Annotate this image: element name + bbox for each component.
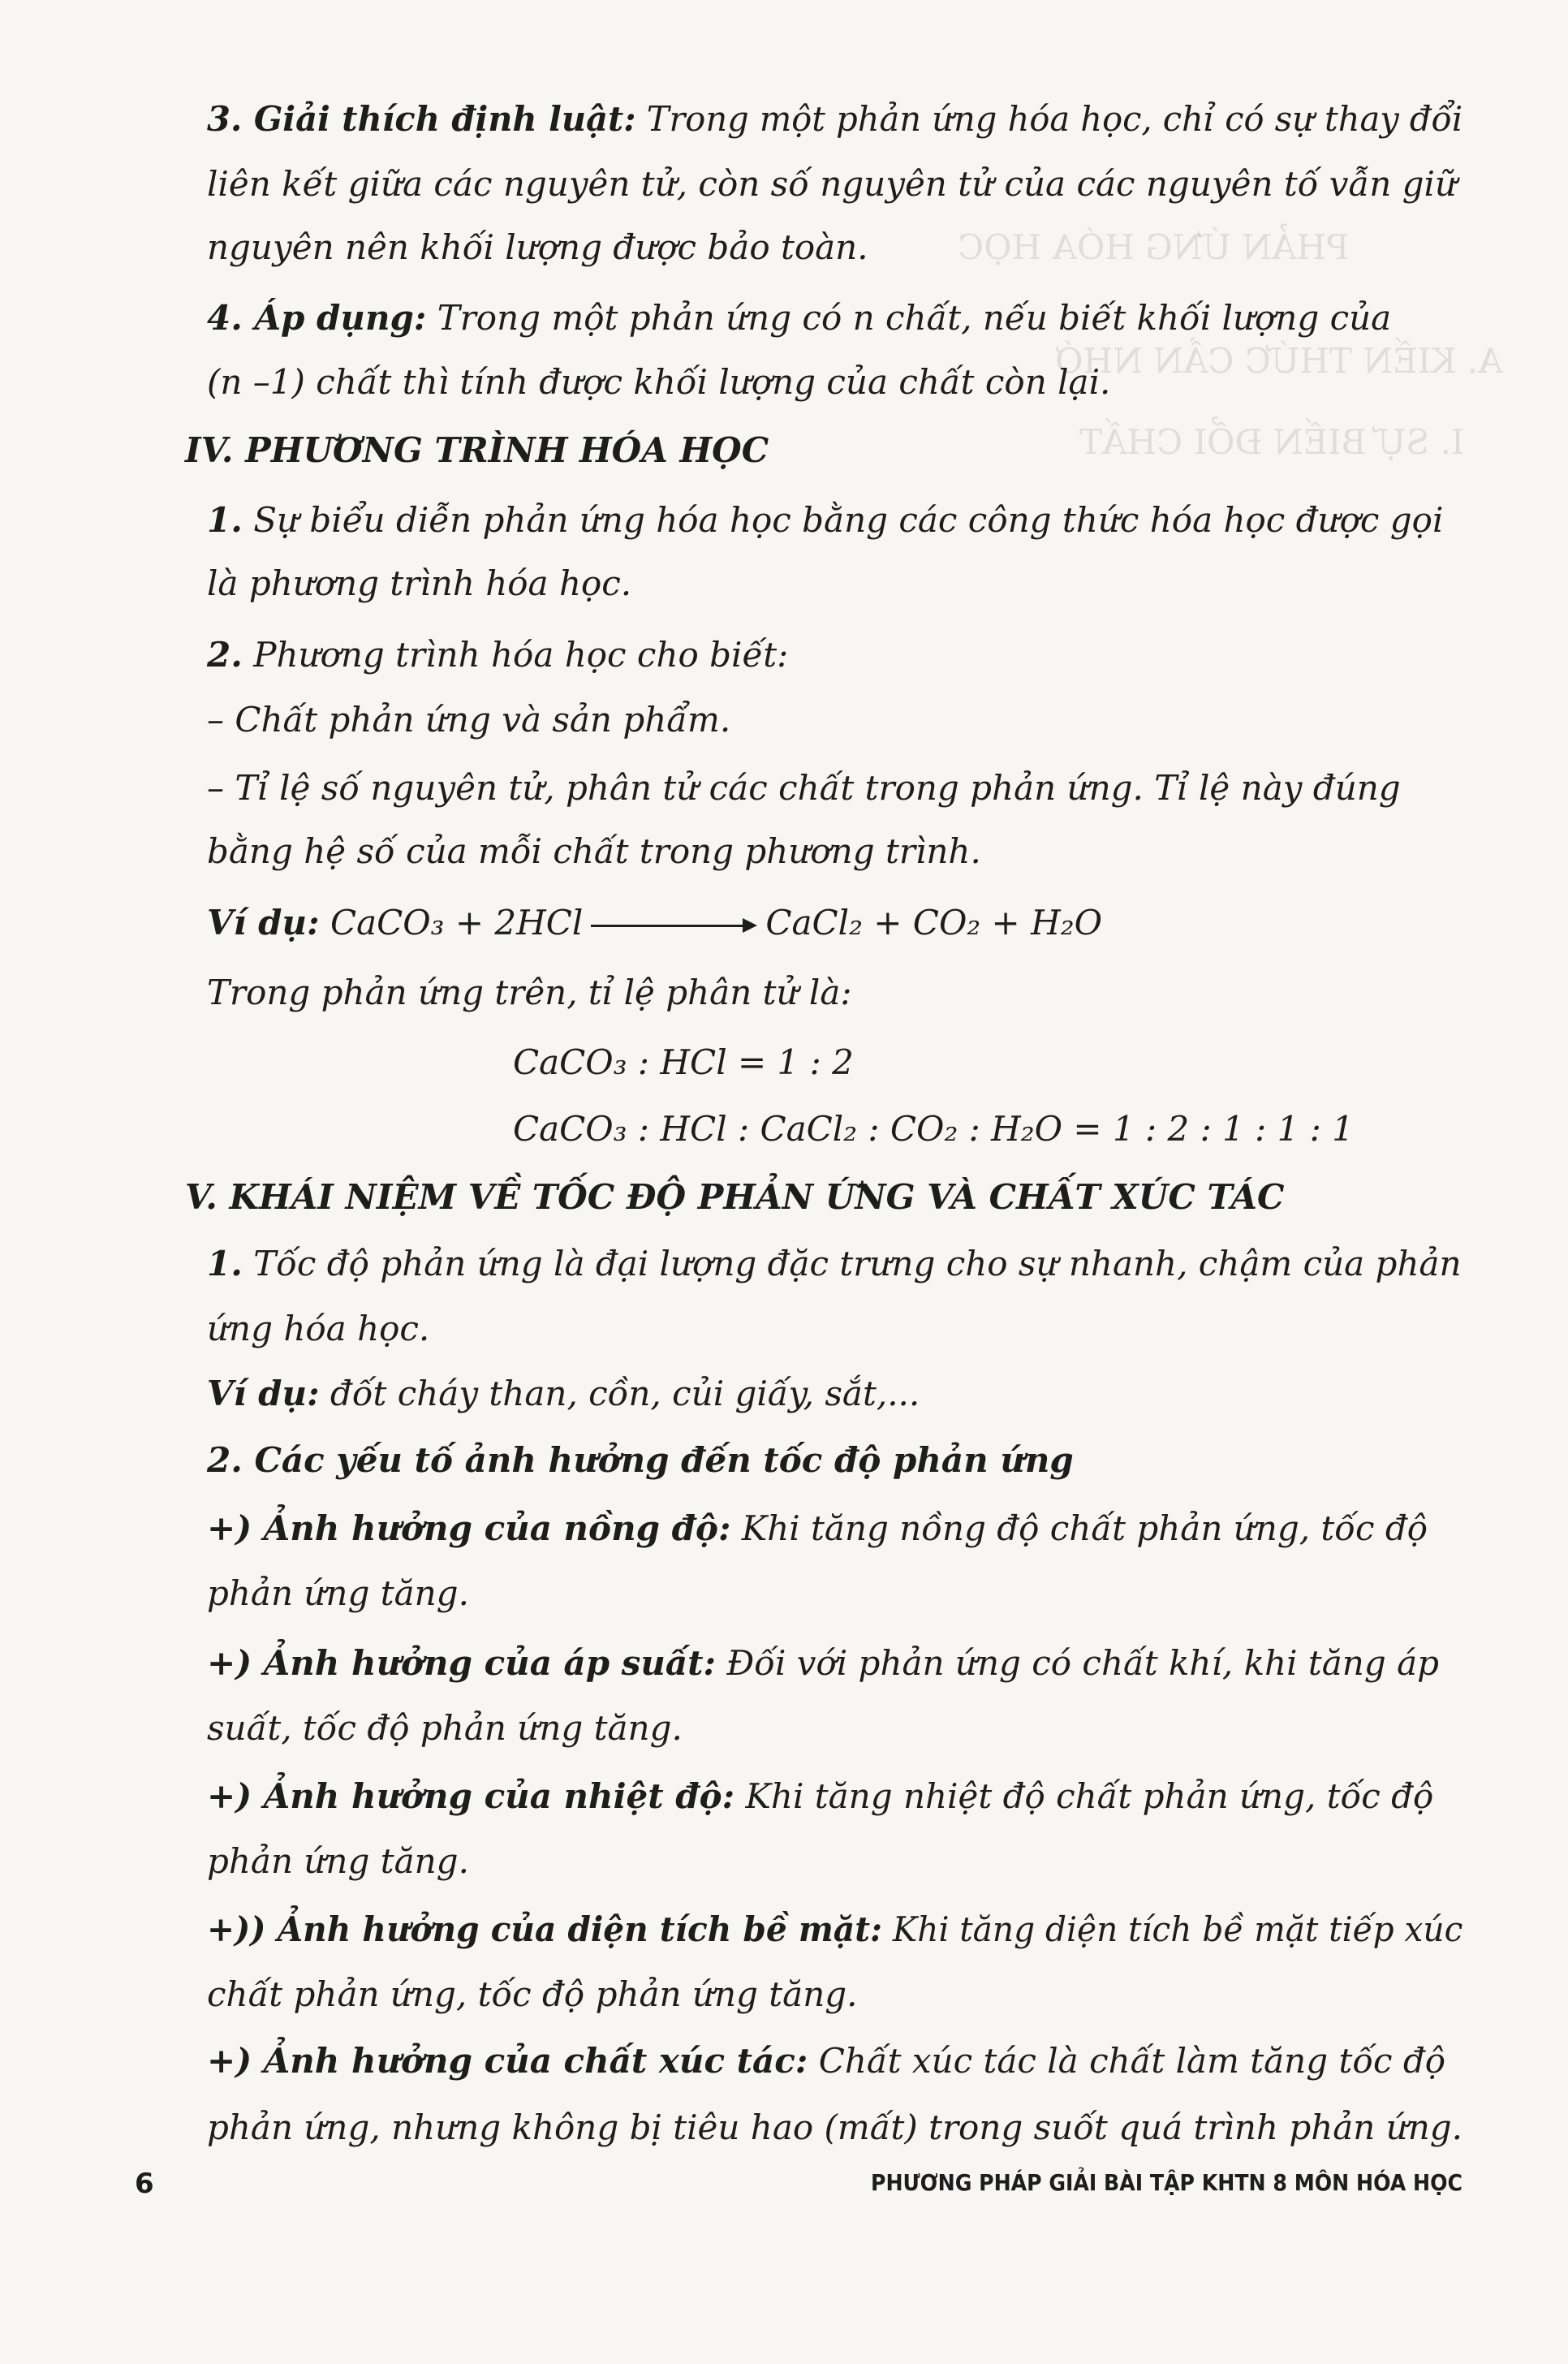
- text-line: [207, 296, 1391, 340]
- text-line: [207, 226, 868, 270]
- bold-text: 4. Áp dụng:: [207, 298, 427, 338]
- text-line: [207, 971, 852, 1015]
- ratio-line-1: CaCO₃ : HCl = 1 : 2: [513, 1042, 854, 1082]
- bold-text: V. KHÁI NIỆM VỀ TỐC ĐỘ PHẢN ỨNG VÀ CHẤT XÚC TÁC: [185, 1177, 1285, 1217]
- bold-text: +) Ảnh hưởng của chất xúc tác:: [207, 2041, 808, 2081]
- text-line: [207, 1242, 1462, 1286]
- text-run: Khi tăng nồng độ chất phản ứng, tốc độ: [730, 1508, 1428, 1548]
- text-line: [207, 698, 730, 742]
- text-line: [207, 498, 1443, 542]
- book-title: PHƯƠNG PHÁP GIẢI BÀI TẬP KHTN 8 MÔN HÓA HỌC: [871, 2169, 1462, 2196]
- example-label: Ví dụ:: [207, 903, 320, 943]
- bold-text: IV. PHƯƠNG TRÌNH HÓA HỌC: [185, 430, 769, 470]
- text-line: [207, 1641, 1439, 1685]
- text-line: [207, 830, 981, 874]
- bold-text: 1.: [207, 500, 243, 540]
- text-run: Khi tăng nhiệt độ chất phản ứng, tốc độ: [734, 1776, 1434, 1816]
- text-run: bằng hệ số của mỗi chất trong phương trình.: [207, 831, 981, 871]
- text-line: [207, 1973, 858, 2017]
- text-run: nguyên nên khối lượng được bảo toàn.: [207, 227, 868, 267]
- text-line: [207, 1372, 920, 1416]
- text-line: [207, 562, 631, 606]
- text-line: [207, 633, 788, 677]
- text-line: [207, 360, 1110, 404]
- bleed-through-text: A. KIẾN THỨC CẦN NHỚ: [1055, 341, 1503, 381]
- text-run: Sự biểu diễn phản ứng hóa học bằng các công thức hóa học được gọi: [242, 500, 1444, 540]
- text-run: liên kết giữa các nguyên tử, còn số nguyên tử của các nguyên tố vẫn giữ: [207, 164, 1458, 204]
- bold-text: 2.: [207, 635, 243, 675]
- text-run: – Chất phản ứng và sản phẩm.: [207, 700, 731, 740]
- text-line: [207, 2106, 1462, 2150]
- text-run: phản ứng, nhưng không bị tiêu hao (mất) trong suốt quá trình phản ứng.: [207, 2107, 1463, 2147]
- text-run: chất phản ứng, tốc độ phản ứng tăng.: [207, 1974, 858, 2014]
- text-run: Trong phản ứng trên, tỉ lệ phân tử là:: [207, 973, 852, 1012]
- text-line: [207, 1908, 1462, 1952]
- bleed-through-text: PHẢN ỨNG HÓA HỌC: [958, 227, 1350, 267]
- text-line: [207, 1840, 469, 1883]
- text-line: [207, 1775, 1433, 1818]
- bold-text: +) Ảnh hưởng của áp suất:: [207, 1643, 717, 1683]
- text-run: Tốc độ phản ứng là đại lượng đặc trưng cho sự nhanh, chậm của phản: [242, 1244, 1462, 1283]
- text-line: [207, 1439, 1074, 1482]
- bold-text: 3. Giải thích định luật:: [207, 99, 636, 139]
- bleed-through-text: I. SỰ BIẾN ĐỔI CHẤT: [1079, 422, 1465, 462]
- text-line: [207, 97, 1462, 141]
- text-line: [207, 2039, 1445, 2083]
- example-equation: [207, 901, 1102, 945]
- text-run: Chất xúc tác là chất làm tăng tốc độ: [808, 2041, 1446, 2081]
- text-line: [207, 766, 1401, 810]
- text-run: suất, tốc độ phản ứng tăng.: [207, 1708, 683, 1748]
- text-line: [207, 1572, 469, 1616]
- text-run: là phương trình hóa học.: [207, 563, 632, 603]
- section-heading: [185, 429, 769, 472]
- bold-text: 2. Các yếu tố ảnh hưởng đến tốc độ phản ứng: [207, 1440, 1074, 1480]
- text-run: Trong một phản ứng có n chất, nếu biết khối lượng của: [426, 298, 1392, 338]
- equation-products: CaCl₂ + CO₂ + H₂O: [765, 903, 1102, 943]
- text-run: Phương trình hóa học cho biết:: [242, 635, 789, 675]
- text-run: đốt cháy than, cồn, củi giấy, sắt,...: [319, 1374, 920, 1413]
- bold-text: +) Ảnh hưởng của nhiệt độ:: [207, 1776, 735, 1816]
- text-run: Đối với phản ứng có chất khí, khi tăng áp: [716, 1643, 1440, 1683]
- text-run: Trong một phản ứng hóa học, chỉ có sự thay đổi: [635, 99, 1463, 139]
- text-line: [207, 1307, 429, 1351]
- text-run: (n –1) chất thì tính được khối lượng của chất còn lại.: [207, 362, 1111, 402]
- text-run: Khi tăng diện tích bề mặt tiếp xúc: [882, 1909, 1463, 1949]
- bold-text: 1.: [207, 1244, 243, 1283]
- ratio-line-2: CaCO₃ : HCl : CaCl₂ : CO₂ : H₂O = 1 : 2 : 1 : 1 : 1: [513, 1109, 1354, 1149]
- text-line: [207, 162, 1457, 206]
- text-run: phản ứng tăng.: [207, 1573, 469, 1613]
- text-run: – Tỉ lệ số nguyên tử, phân tử các chất trong phản ứng. Tỉ lệ này đúng: [207, 768, 1401, 808]
- bold-text: Ví dụ:: [207, 1374, 320, 1413]
- text-run: phản ứng tăng.: [207, 1841, 469, 1881]
- bold-text: +) Ảnh hưởng của nồng độ:: [207, 1508, 731, 1548]
- reaction-arrow-icon: [591, 921, 757, 930]
- page-number: 6: [135, 2168, 154, 2200]
- text-line: [207, 1706, 683, 1750]
- text-run: ứng hóa học.: [207, 1309, 430, 1348]
- bold-text: +)) Ảnh hưởng của diện tích bề mặt:: [207, 1909, 883, 1949]
- equation-reactants: CaCO₃ + 2HCl: [330, 903, 584, 943]
- section-heading: [185, 1176, 1284, 1219]
- text-line: [207, 1507, 1428, 1551]
